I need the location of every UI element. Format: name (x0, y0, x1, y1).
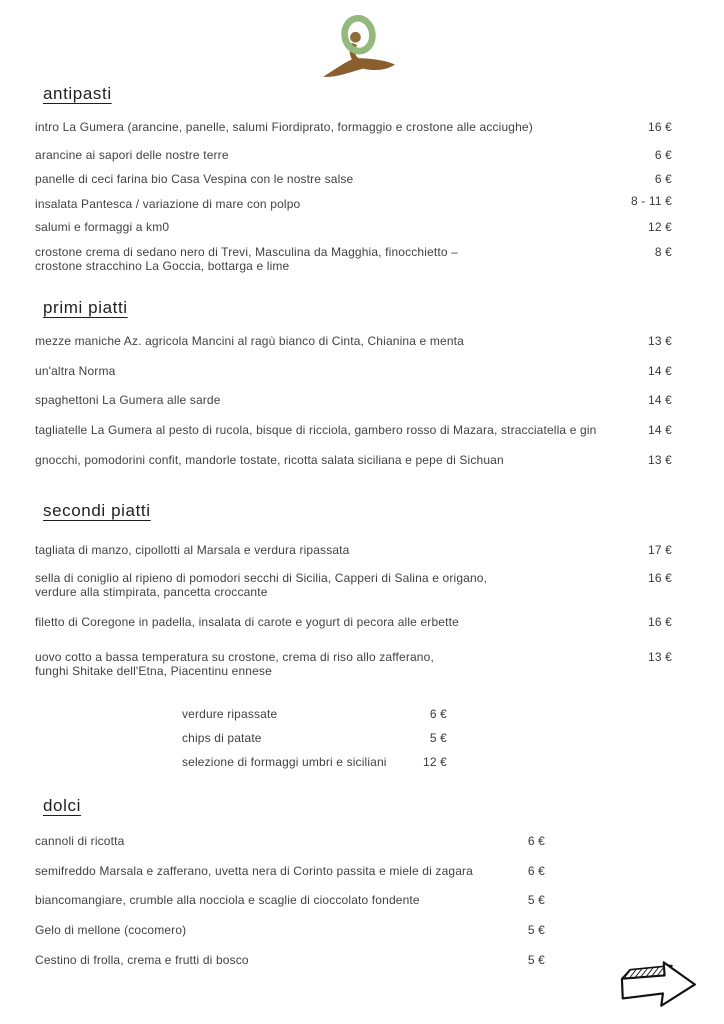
menu-item-name: semifreddo Marsala e zafferano, uvetta nera di Corinto passita e miele di zagara (35, 864, 474, 878)
menu-item-price: 8 € (654, 245, 672, 259)
menu-item-price: 14 € (648, 423, 672, 437)
menu-item-name: uovo cotto a bassa temperatura su crostone, crema di riso allo zafferano, (35, 650, 434, 664)
menu-item-name: Gelo di mellone (cocomero) (35, 923, 187, 937)
section-heading-antipasti: antipasti (43, 84, 112, 103)
menu-item-row (35, 864, 545, 878)
menu-item-row (35, 571, 672, 599)
menu-item-price: 5 € (527, 953, 545, 967)
menu-item-row (35, 453, 672, 467)
menu-item-row (182, 755, 447, 769)
arrow-svg (617, 951, 699, 1013)
menu-item-name: Cestino di frolla, crema e frutti di bosco (35, 953, 249, 967)
menu-item-price: 16 € (648, 615, 672, 629)
menu-item-price: 17 € (648, 543, 672, 557)
menu-item-name: verdure ripassate (182, 707, 278, 721)
menu-item-name: spaghettoni La Gumera alle sarde (35, 393, 221, 407)
menu-item-name: intro La Gumera (arancine, panelle, salumi Fiordiprato, formaggio e crostone alle acciughe) (35, 120, 533, 134)
menu-item-price: 16 € (648, 571, 672, 585)
menu-item-price: 5 € (527, 893, 545, 907)
menu-item-price: 6 € (654, 148, 672, 162)
menu-item-row (35, 220, 672, 234)
menu-item-price: 13 € (648, 650, 672, 664)
menu-item-row (35, 364, 672, 378)
menu-item-price: 6 € (429, 707, 447, 721)
section-heading-dolci: dolci (43, 796, 81, 815)
menu-item-name: un'altra Norma (35, 364, 116, 378)
menu-item-name: tagliatelle La Gumera al pesto di rucola, bisque di ricciola, gambero rosso di Mazara, stracciatella e gin (35, 423, 597, 437)
menu-item-price: 5 € (429, 731, 447, 745)
menu-item-row (35, 953, 545, 967)
menu-item-price: 12 € (648, 220, 672, 234)
menu-item-price: 13 € (648, 334, 672, 348)
menu-item-name: cannoli di ricotta (35, 834, 125, 848)
menu-item-row (35, 120, 672, 134)
menu-item-row (35, 393, 672, 407)
logo-dot (350, 32, 361, 43)
menu-item-name: insalata Pantesca / variazione di mare con polpo (35, 197, 301, 211)
menu-item-name: tagliata di manzo, cipollotti al Marsala e verdura ripassata (35, 543, 350, 557)
menu-item-price: 12 € (423, 755, 447, 769)
section-heading-secondi-piatti: secondi piatti (43, 501, 151, 520)
menu-item-row (35, 615, 672, 629)
menu-item-name-line2: verdure alla stimpirata, pancetta croccante (35, 585, 268, 599)
logo-svg (320, 14, 396, 80)
menu-item-name: salumi e formaggi a km0 (35, 220, 170, 234)
menu-item-row (35, 194, 672, 211)
menu-item-row (35, 650, 672, 678)
menu-item-price: 13 € (648, 453, 672, 467)
menu-item-name: panelle di ceci farina bio Casa Vespina con le nostre salse (35, 172, 354, 186)
menu-item-name: crostone crema di sedano nero di Trevi, Masculina da Magghia, finocchietto – (35, 245, 458, 259)
menu-item-row (182, 707, 447, 721)
restaurant-logo-icon (320, 14, 396, 80)
menu-item-price: 14 € (648, 393, 672, 407)
menu-item-name-line2: funghi Shitake dell'Etna, Piacentinu ennese (35, 664, 272, 678)
next-page-arrow-icon[interactable] (617, 951, 699, 1013)
menu-item-row (35, 148, 672, 162)
menu-item-price: 5 € (527, 923, 545, 937)
menu-item-row (35, 923, 545, 937)
menu-item-row (182, 731, 447, 745)
menu-item-name: mezze maniche Az. agricola Mancini al ragù bianco di Cinta, Chianina e menta (35, 334, 464, 348)
menu-item-price: 6 € (527, 864, 545, 878)
menu-item-price: 14 € (648, 364, 672, 378)
menu-item-row (35, 172, 672, 186)
menu-item-name-line2: crostone stracchino La Goccia, bottarga e lime (35, 259, 290, 273)
menu-item-row (35, 543, 672, 557)
menu-item-name: biancomangiare, crumble alla nocciola e scaglie di cioccolato fondente (35, 893, 420, 907)
menu-item-name: gnocchi, pomodorini confit, mandorle tostate, ricotta salata siciliana e pepe di Sichuan (35, 453, 504, 467)
menu-item-row (35, 893, 545, 907)
menu-item-row (35, 423, 672, 437)
menu-item-name: selezione di formaggi umbri e siciliani (182, 755, 387, 769)
menu-item-row (35, 334, 672, 348)
menu-item-name: sella di coniglio al ripieno di pomodori secchi di Sicilia, Capperi di Salina e origano, (35, 571, 488, 585)
menu-item-name: filetto di Coregone in padella, insalata di carote e yogurt di pecora alle erbette (35, 615, 459, 629)
menu-item-price: 8 - 11 € (630, 194, 672, 208)
menu-item-price: 6 € (654, 172, 672, 186)
section-heading-primi-piatti: primi piatti (43, 298, 128, 317)
menu-item-name: arancine ai sapori delle nostre terre (35, 148, 229, 162)
menu-item-row (35, 834, 545, 848)
menu-item-price: 16 € (648, 120, 672, 134)
menu-item-price: 6 € (527, 834, 545, 848)
menu-item-name: chips di patate (182, 731, 262, 745)
menu-item-row (35, 245, 672, 273)
